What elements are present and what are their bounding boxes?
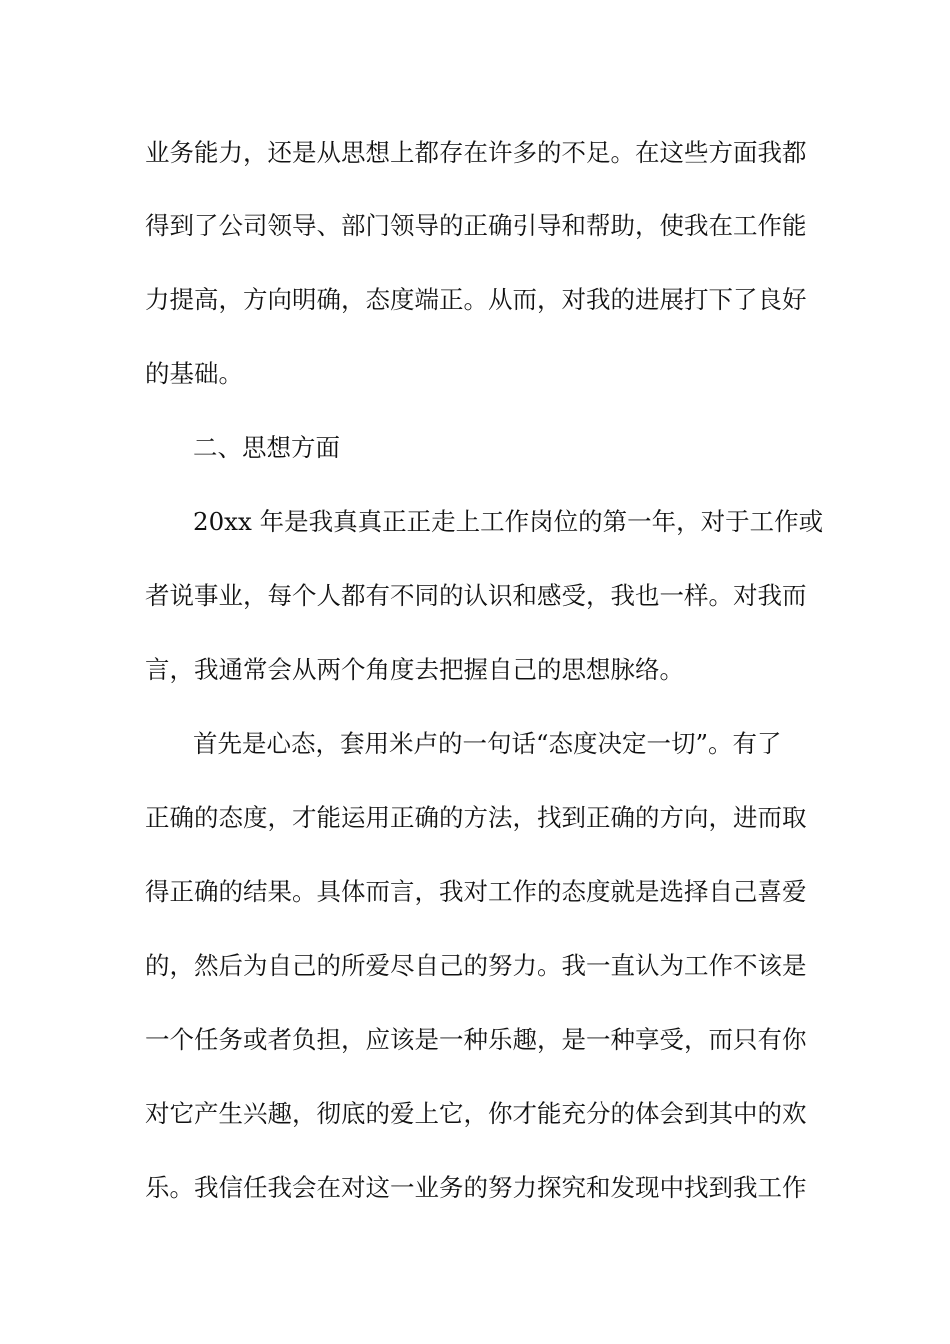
paragraph-line: 首先是心态，套用米卢的一句话“态度决定一切”。有了 — [193, 729, 782, 758]
paragraph-line: 的，然后为自己的所爱尽自己的努力。我一直认为工作不该是 — [145, 951, 807, 980]
paragraph-line: 正确的态度，才能运用正确的方法，找到正确的方向，进而取 — [145, 803, 807, 832]
paragraph-line: 20xx 年是我真真正正走上工作岗位的第一年，对于工作或 — [193, 507, 824, 536]
paragraph-line: 业务能力，还是从思想上都存在许多的不足。在这些方面我都 — [145, 138, 807, 167]
paragraph-line: 得到了公司领导、部门领导的正确引导和帮助，使我在工作能 — [145, 211, 807, 240]
paragraph-line: 力提高，方向明确，态度端正。从而，对我的进展打下了良好 — [145, 285, 807, 314]
section-heading: 二、思想方面 — [193, 433, 340, 462]
paragraph-line: 得正确的结果。具体而言，我对工作的态度就是选择自己喜爱 — [145, 877, 807, 906]
paragraph-line: 的基础。 — [145, 359, 243, 388]
paragraph-line: 一个任务或者负担，应该是一种乐趣，是一种享受，而只有你 — [145, 1025, 807, 1054]
paragraph-line: 者说事业，每个人都有不同的认识和感受，我也一样。对我而 — [145, 581, 807, 610]
paragraph-line: 乐。我信任我会在对这一业务的努力探究和发现中找到我工作 — [145, 1173, 807, 1202]
paragraph-line: 言，我通常会从两个角度去把握自己的思想脉络。 — [145, 655, 684, 684]
paragraph-line: 对它产生兴趣，彻底的爱上它，你才能充分的体会到其中的欢 — [145, 1099, 807, 1128]
